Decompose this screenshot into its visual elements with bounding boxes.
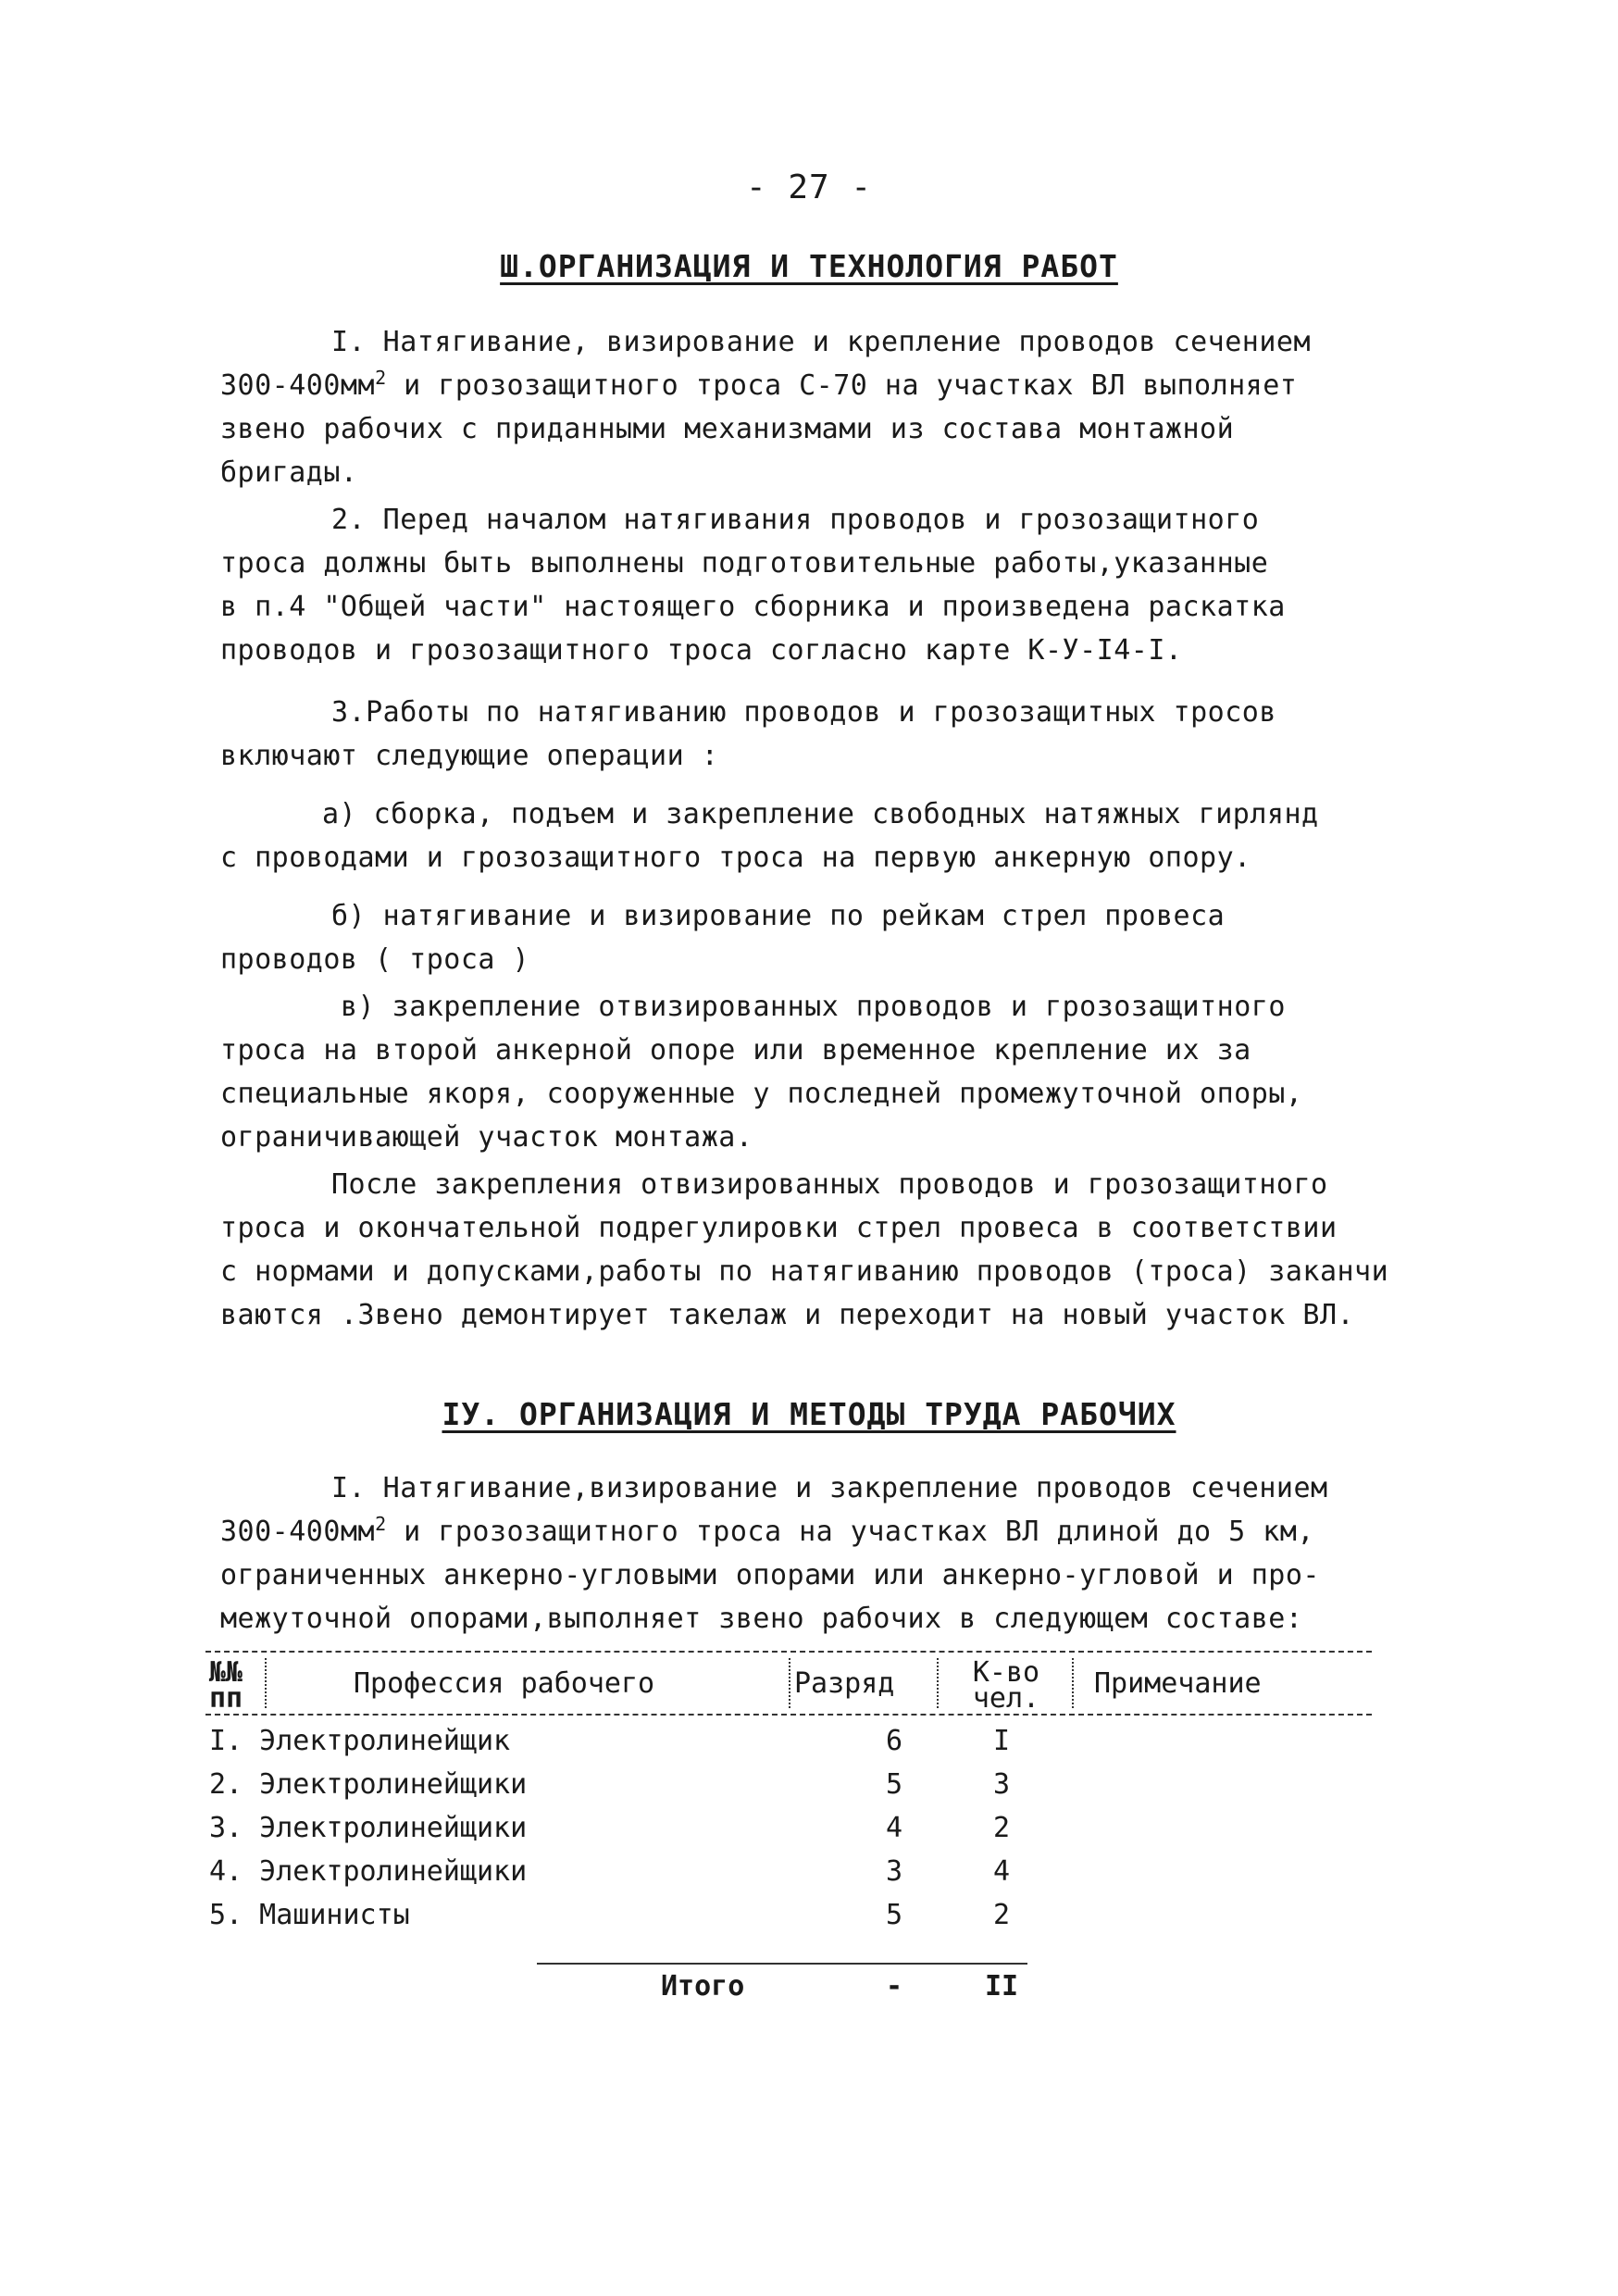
table-row — [205, 1890, 1372, 1933]
cell-quantity: I — [992, 1725, 1011, 1757]
header-rank: Разряд — [794, 1667, 895, 1700]
cell-rank: 4 — [885, 1812, 903, 1844]
total-divider — [537, 1963, 1027, 1965]
cell-quantity: 3 — [992, 1768, 1011, 1801]
cell-rank: 5 — [885, 1768, 903, 1801]
header-number: №№ пп — [209, 1656, 243, 1715]
cell-rank: 6 — [885, 1725, 903, 1757]
cell-profession: 4. Электролинейщики — [209, 1855, 528, 1888]
header-profession: Профессия рабочего — [354, 1667, 655, 1700]
section-4-title: IУ. ОРГАНИЗАЦИЯ И МЕТОДЫ ТРУДА РАБОЧИХ — [442, 1396, 1176, 1432]
header-separator — [789, 1658, 790, 1708]
table-row — [205, 1803, 1372, 1846]
header-separator — [1072, 1658, 1074, 1708]
table-row — [205, 1846, 1372, 1890]
section-3-paragraph-1: I. Натягивание, визирование и крепление проводов сечением $300-400мм^2$ и грозозащитного троса С-70 на участках ВЛ выполняет звено рабочих с приданными механизмами из состава монтажной бригады. — [220, 326, 1312, 489]
cell-profession: I. Электролинейщик — [209, 1725, 511, 1757]
table-row — [205, 1716, 1372, 1759]
total-quantity: II — [984, 1970, 1019, 2003]
header-separator — [937, 1658, 939, 1708]
total-label: Итого — [661, 1970, 745, 2003]
table-row — [205, 1759, 1372, 1803]
page-number: - 27 - — [745, 168, 873, 206]
cell-quantity: 2 — [992, 1812, 1011, 1844]
section-3-item-v: в) закрепление отвизированных проводов и грозозащитного троса на второй анкерной опоре или временное крепление их за специальные якоря, сооруженные у последней промежуточной опоры, ограничивающей участок монтажа. — [220, 991, 1303, 1154]
section-3-paragraph-2: 2. Перед началом натягивания проводов и грозозащитного троса должны быть выполнены подготовительные работы,указанные в п.4 "Общей части" настоящего сборника и произведена раскатка проводов и грозозащитного троса согласно карте К-У-I4-I. — [220, 504, 1286, 667]
header-note: Примечание — [1094, 1667, 1262, 1700]
cell-profession: 2. Электролинейщики — [209, 1768, 528, 1801]
section-4-paragraph-1: I. Натягивание,визирование и закрепление проводов сечением $300-400мм^2$ и грозозащитного троса на участках ВЛ длиной до 5 км, ограниченных анкерно-угловыми опорами или анкерно-угловой и про- межуточной опорами,выполняет звено рабочих в следующем составе: — [220, 1472, 1328, 1635]
table-header — [205, 1651, 1372, 1716]
cell-quantity: 2 — [992, 1899, 1011, 1931]
section-3-title: Ш.ОРГАНИЗАЦИЯ И ТЕХНОЛОГИЯ РАБОТ — [500, 248, 1118, 284]
workers-table — [205, 1651, 1372, 1933]
cell-profession: 3. Электролинейщики — [209, 1812, 528, 1844]
section-3-paragraph-3: 3.Работы по натягиванию проводов и грозозащитных тросов включают следующие операции : — [220, 696, 1276, 772]
total-rank: - — [885, 1970, 903, 2003]
section-3-paragraph-4: После закрепления отвизированных проводов и грозозащитного троса и окончательной подрегулировки стрел провеса в соответствии с нормами и допусками,работы по натягиванию проводов (троса) заканчи ваются .Звено демонтирует такелаж и переходит на новый участок ВЛ. — [220, 1168, 1389, 1331]
section-3-item-b: б) натягивание и визирование по рейкам стрел провеса проводов ( троса ) — [220, 900, 1226, 976]
cell-rank: 5 — [885, 1899, 903, 1931]
header-quantity: К-во чел. — [972, 1656, 1040, 1715]
section-3-item-a: а) сборка, подъем и закрепление свободных натяжных гирлянд с проводами и грозозащитного троса на первую анкерную опору. — [220, 798, 1319, 874]
header-separator — [265, 1658, 267, 1708]
cell-profession: 5. Машинисты — [209, 1899, 410, 1931]
cell-rank: 3 — [885, 1855, 903, 1888]
cell-quantity: 4 — [992, 1855, 1011, 1888]
